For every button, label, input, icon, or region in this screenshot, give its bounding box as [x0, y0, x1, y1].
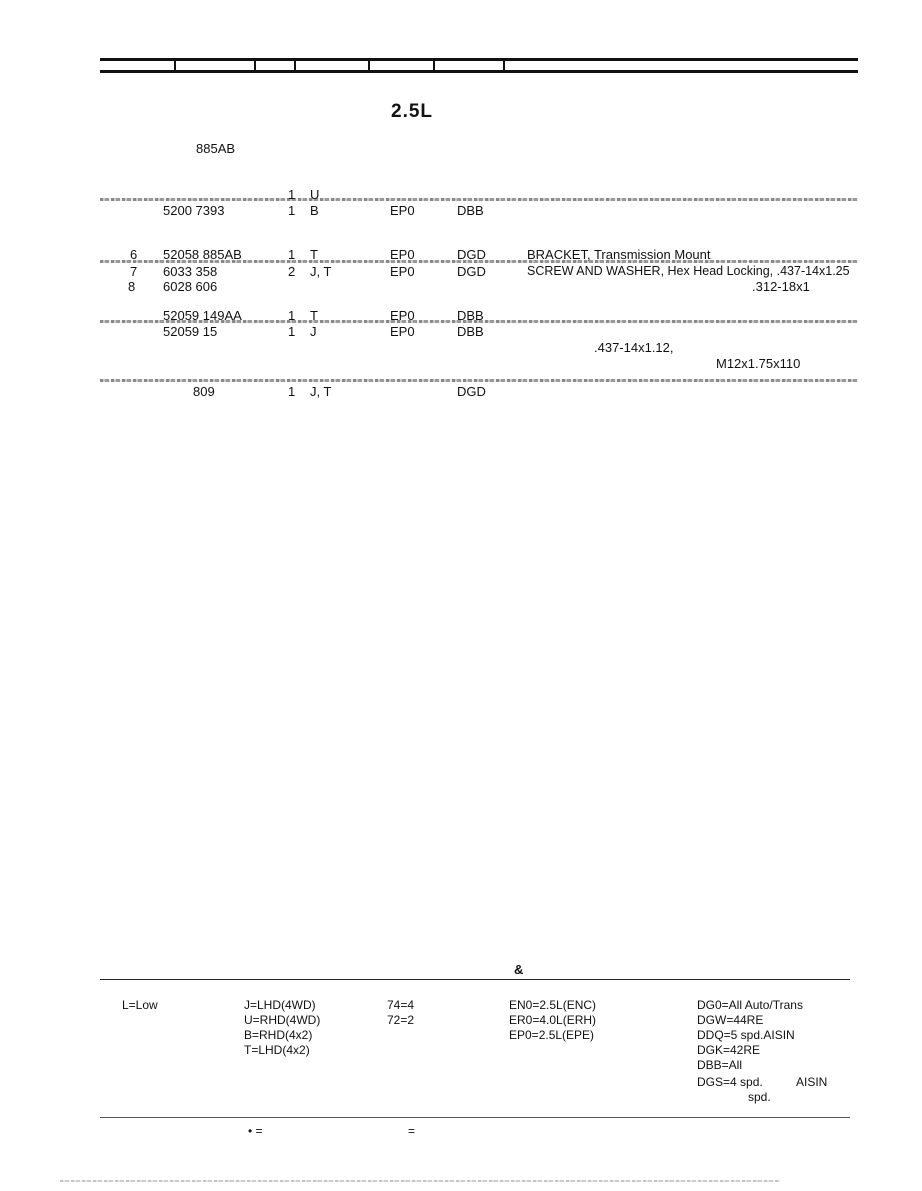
codes-cell: J [310, 324, 317, 339]
scan-line [100, 198, 858, 201]
codes-cell: T [310, 308, 318, 323]
legend-entry: DBB=All [697, 1058, 743, 1072]
legend-bottom-rule [100, 1117, 850, 1118]
legend-entry: DDQ=5 spd.AISIN [697, 1028, 795, 1042]
description-cell: BRACKET, Transmission Mount [527, 247, 711, 262]
codes-cell: T [310, 247, 318, 262]
qty-cell: 1 [288, 384, 296, 399]
item-cell: 8 [128, 279, 136, 294]
qty-cell: 1 [288, 324, 296, 339]
qty-cell: 1 [288, 187, 296, 202]
legend-entry: DGS=4 spd. [697, 1075, 763, 1089]
part-number-cell: 5200 7393 [163, 203, 225, 218]
qty-cell: 1 [288, 203, 296, 218]
item-cell: 7 [130, 264, 138, 279]
engine-cell: EP0 [390, 247, 415, 262]
engine-cell: EP0 [390, 203, 415, 218]
legend-top-rule [100, 979, 850, 980]
trans-cell: DGD [457, 384, 486, 399]
engine-cell: EP0 [390, 308, 415, 323]
legend-entry: 72=2 [387, 1013, 415, 1027]
legend-entry: ER0=4.0L(ERH) [509, 1013, 597, 1027]
trans-cell: DGD [457, 264, 486, 279]
trans-cell: DBB [457, 308, 484, 323]
qty-cell: 1 [288, 308, 296, 323]
part-number-cell: 52058 885AB [163, 247, 242, 262]
column-tick [174, 61, 176, 70]
column-tick [294, 61, 296, 70]
legend-entry: EP0=2.5L(EPE) [509, 1028, 595, 1042]
footnote-symbol: = [408, 1124, 416, 1138]
scan-line [100, 379, 858, 382]
part-number-cell: 52059 15 [163, 324, 218, 339]
part-number-cell: 6033 358 [163, 264, 218, 279]
legend-entry: L=Low [122, 998, 158, 1012]
column-tick [254, 61, 256, 70]
part-number-cell: 52059 149AA [163, 308, 242, 323]
legend-entry: EN0=2.5L(ENC) [509, 998, 597, 1012]
item-cell: 6 [130, 247, 138, 262]
qty-cell: 2 [288, 264, 296, 279]
trans-cell: DGD [457, 247, 486, 262]
trans-cell: DBB [457, 324, 484, 339]
legend-entry: U=RHD(4WD) [244, 1013, 321, 1027]
codes-cell: J, T [310, 264, 332, 279]
qty-cell: 1 [288, 247, 296, 262]
part-number-cell: 809 [193, 384, 215, 399]
engine-cell: EP0 [390, 324, 415, 339]
legend-entry: J=LHD(4WD) [244, 998, 316, 1012]
trans-cell: DBB [457, 203, 484, 218]
legend-entry: DGK=42RE [697, 1043, 761, 1057]
engine-cell: EP0 [390, 264, 415, 279]
part-number-cell: 6028 606 [163, 279, 218, 294]
legend-title: & [514, 962, 524, 977]
figure-code: 885AB [196, 141, 236, 156]
description-cell: M12x1.75x110 [716, 356, 801, 371]
scan-line [60, 1180, 780, 1182]
footnote-symbol: • = [248, 1124, 263, 1138]
column-tick [433, 61, 435, 70]
description-cell: .437-14x1.12, [594, 340, 674, 355]
description-cell: .312-18x1 [752, 279, 810, 294]
column-tick [503, 61, 505, 70]
legend-entry: B=RHD(4x2) [244, 1028, 313, 1042]
legend-entry: DG0=All Auto/Trans [697, 998, 803, 1012]
codes-cell: B [310, 203, 319, 218]
legend-entry: 74=4 [387, 998, 415, 1012]
header-rule [100, 58, 858, 73]
column-tick [368, 61, 370, 70]
legend-entry: spd. [748, 1090, 771, 1104]
page-title: 2.5L [391, 101, 434, 122]
description-cell: SCREW AND WASHER, Hex Head Locking, .437-14x1.25 [527, 264, 850, 278]
codes-cell: U [310, 187, 320, 202]
codes-cell: J, T [310, 384, 332, 399]
legend-entry: DGW=44RE [697, 1013, 764, 1027]
legend-entry: T=LHD(4x2) [244, 1043, 310, 1057]
legend-entry: AISIN [796, 1075, 828, 1089]
